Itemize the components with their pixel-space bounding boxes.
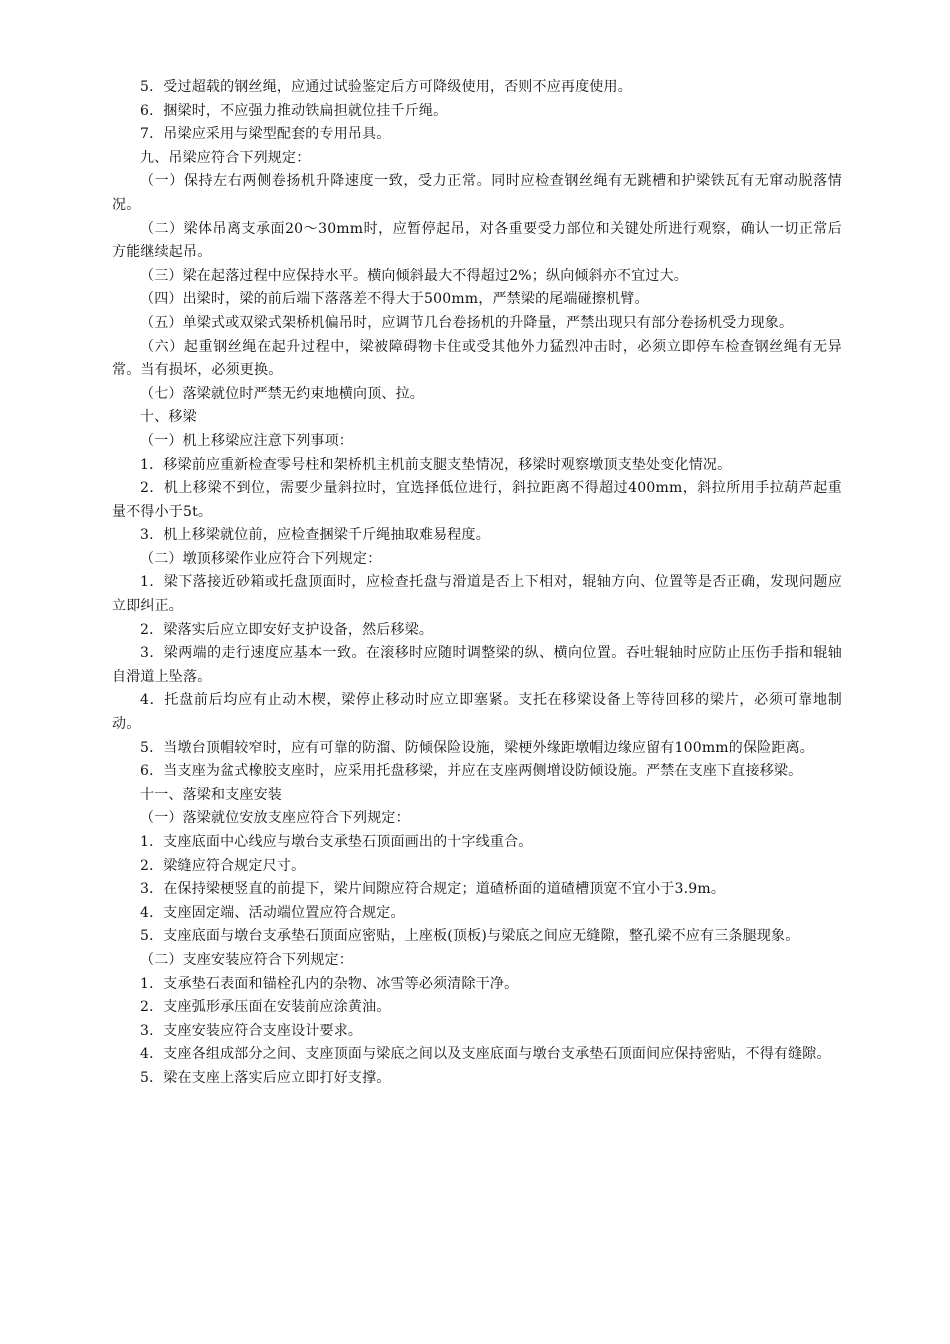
- paragraph: （七）落梁就位时严禁无约束地横向顶、拉。: [140, 385, 424, 402]
- paragraph: 3．机上移梁就位前，应检查捆梁千斤绳抽取难易程度。: [140, 527, 490, 544]
- paragraph: 2．机上移梁不到位，需要少量斜拉时，宜选择低位进行，斜拉距离不得超过400mm，斜拉所用手拉葫芦起重量不得小于5t。: [112, 480, 842, 520]
- subsection-heading: （一）机上移梁应注意下列事项：: [140, 432, 353, 449]
- paragraph: 5．支座底面与墩台支承垫石顶面应密贴，上座板(顶板)与梁底之间应无缝隙，整孔梁不应有三条腿现象。: [140, 928, 800, 945]
- paragraph: 2．支座弧形承压面在安装前应涂黄油。: [140, 999, 391, 1016]
- section-heading: 十、移梁: [140, 409, 197, 426]
- paragraph: 1．支承垫石表面和锚栓孔内的杂物、冰雪等必须清除干净。: [140, 975, 519, 992]
- section-heading: 十一、落梁和支座安装: [140, 786, 282, 803]
- paragraph: 6．捆梁时，不应强力推动铁扁担就位挂千斤绳。: [140, 102, 448, 119]
- paragraph: 5．受过超载的钢丝绳，应通过试验鉴定后方可降级使用，否则不应再度使用。: [140, 79, 632, 95]
- paragraph: 3．梁两端的走行速度应基本一致。在滚移时应随时调整梁的纵、横向位置。吞吐辊轴时应防止压伤手指和辊轴自滑道上坠落。: [112, 645, 842, 685]
- subsection-heading: （二）墩顶移梁作业应符合下列规定：: [140, 550, 382, 567]
- paragraph: 5．梁在支座上落实后应立即打好支撑。: [140, 1069, 391, 1086]
- paragraph: 4．支座固定端、活动端位置应符合规定。: [140, 904, 405, 921]
- paragraph: （六）起重钢丝绳在起升过程中，梁被障碍物卡住或受其他外力猛烈冲击时，必须立即停车检查钢丝绳有无异常。当有损坏，必须更换。: [112, 338, 842, 379]
- document-body: [112, 76, 842, 1091]
- paragraph: 7．吊梁应采用与梁型配套的专用吊具。: [140, 126, 391, 143]
- paragraph: （四）出梁时，梁的前后端下落落差不得大于500mm，严禁梁的尾端碰擦机臂。: [140, 291, 649, 308]
- paragraph: 4．支座各组成部分之间、支座顶面与梁底之间以及支座底面与墩台支承垫石顶面间应保持密贴，不得有缝隙。: [140, 1046, 831, 1063]
- paragraph: 6．当支座为盆式橡胶支座时，应采用托盘移梁，并应在支座两侧增设防倾设施。严禁在支座下直接移梁。: [140, 763, 803, 780]
- paragraph: 3．在保持梁梗竖直的前提下，梁片间隙应符合规定；道碴桥面的道碴槽顶宽不宜小于3.9m。: [140, 881, 726, 898]
- paragraph: 3．支座安装应符合支座设计要求。: [140, 1022, 363, 1039]
- paragraph: 4．托盘前后均应有止动木楔，梁停止移动时应立即塞紧。支托在移梁设备上等待回移的梁片，必须可靠地制动。: [112, 692, 842, 733]
- paragraph: 2．梁缝应符合规定尺寸。: [140, 857, 306, 874]
- paragraph: （五）单梁式或双梁式架桥机偏吊时，应调节几台卷扬机的升降量，严禁出现只有部分卷扬机受力现象。: [140, 314, 794, 331]
- subsection-heading: （二）支座安装应符合下列规定：: [140, 951, 353, 968]
- paragraph: （二）梁体吊离支承面20～30mm时，应暂停起吊，对各重要受力部位和关键处所进行观察，确认一切正常后方能继续起吊。: [112, 220, 842, 261]
- paragraph: 2．梁落实后应立即安好支护设备，然后移梁。: [140, 621, 434, 638]
- section-heading: 九、吊梁应符合下列规定：: [140, 149, 311, 166]
- subsection-heading: （一）落梁就位安放支座应符合下列规定：: [140, 810, 410, 827]
- paragraph: 1．移梁前应重新检查零号柱和架桥机主机前支腿支垫情况，移梁时观察墩顶支垫处变化情况。: [140, 456, 732, 473]
- paragraph: （一）保持左右两侧卷扬机升降速度一致，受力正常。同时应检查钢丝绳有无跳槽和护梁铁瓦有无窜动脱落情况。: [112, 173, 842, 213]
- paragraph: 1．支座底面中心线应与墩台支承垫石顶面画出的十字线重合。: [140, 834, 533, 850]
- paragraph: 1．梁下落接近砂箱或托盘顶面时，应检查托盘与滑道是否上下相对，辊轴方向、位置等是否正确，发现问题应立即纠正。: [112, 574, 842, 615]
- paragraph: 5．当墩台顶帽较窄时，应有可靠的防溜、防倾保险设施，梁梗外缘距墩帽边缘应留有100mm的保险距离。: [140, 739, 814, 756]
- paragraph: （三）梁在起落过程中应保持水平。横向倾斜最大不得超过2%；纵向倾斜亦不宜过大。: [140, 267, 689, 284]
